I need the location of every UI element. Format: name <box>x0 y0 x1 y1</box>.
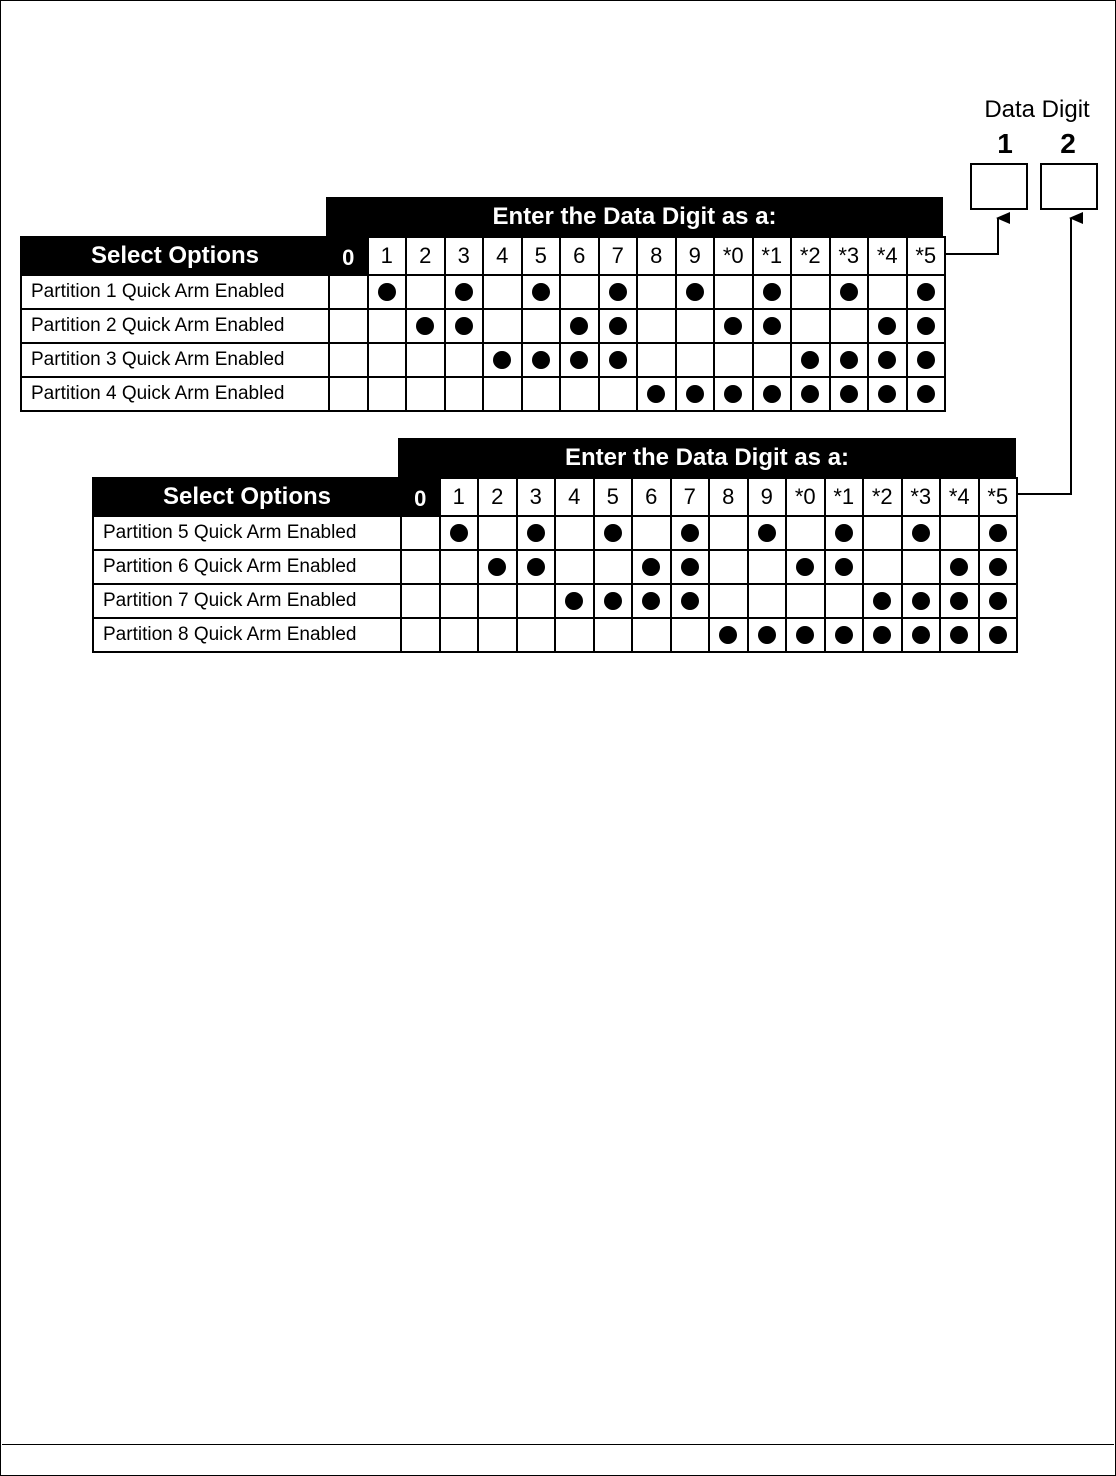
digit-label: 5 <box>534 243 547 268</box>
option-label: Partition 7 Quick Arm Enabled <box>93 584 401 618</box>
digit-label: *3 <box>910 484 932 509</box>
digit-label: 0 <box>414 486 427 511</box>
digit-label: 2 <box>491 484 504 509</box>
data-digit-title: Data Digit <box>984 96 1090 123</box>
digit-label: *2 <box>799 243 821 268</box>
digit-label: *0 <box>794 484 816 509</box>
digit-label: 1 <box>380 243 393 268</box>
data-digit-number-2: 2 <box>1060 128 1076 159</box>
digit-label: 4 <box>496 243 509 268</box>
digit-label: 0 <box>342 245 355 270</box>
digit-label: *4 <box>948 484 970 509</box>
digit-label: 8 <box>722 484 735 509</box>
digit-label: 9 <box>760 484 773 509</box>
digit-label: *5 <box>987 484 1009 509</box>
option-label: Partition 1 Quick Arm Enabled <box>21 275 329 309</box>
digit-label: 9 <box>688 243 701 268</box>
digit-label: *0 <box>722 243 744 268</box>
option-label: Partition 5 Quick Arm Enabled <box>93 516 401 550</box>
data-digit-number-1: 1 <box>997 128 1013 159</box>
digit-label: 7 <box>611 243 624 268</box>
option-label: Partition 3 Quick Arm Enabled <box>21 343 329 377</box>
digit-label: 8 <box>650 243 663 268</box>
arrow-to-digit-2 <box>1016 218 1071 494</box>
digit-label: 1 <box>452 484 465 509</box>
enter-data-digit-header-1: Enter the Data Digit as a: <box>326 197 943 237</box>
option-label: Partition 6 Quick Arm Enabled <box>93 550 401 584</box>
enter-data-digit-header-2: Enter the Data Digit as a: <box>398 438 1016 478</box>
digit-label: 5 <box>606 484 619 509</box>
option-label: Partition 8 Quick Arm Enabled <box>93 618 401 652</box>
digit-label: 3 <box>529 484 542 509</box>
digit-label: *1 <box>833 484 855 509</box>
select-options-header: Select Options <box>93 478 401 516</box>
digit-label: *1 <box>761 243 783 268</box>
digit-label: 4 <box>568 484 581 509</box>
digit-label: *2 <box>871 484 893 509</box>
digit-label: *3 <box>838 243 860 268</box>
select-options-header: Select Options <box>21 237 329 275</box>
digit-label: 2 <box>419 243 432 268</box>
digit-label: 3 <box>457 243 470 268</box>
digit-label: *5 <box>915 243 937 268</box>
digit-label: 6 <box>645 484 658 509</box>
option-label: Partition 2 Quick Arm Enabled <box>21 309 329 343</box>
digit-label: 6 <box>573 243 586 268</box>
option-label: Partition 4 Quick Arm Enabled <box>21 377 329 411</box>
arrow-to-digit-1 <box>944 218 998 254</box>
digit-label: 7 <box>683 484 696 509</box>
digit-label: *4 <box>876 243 898 268</box>
